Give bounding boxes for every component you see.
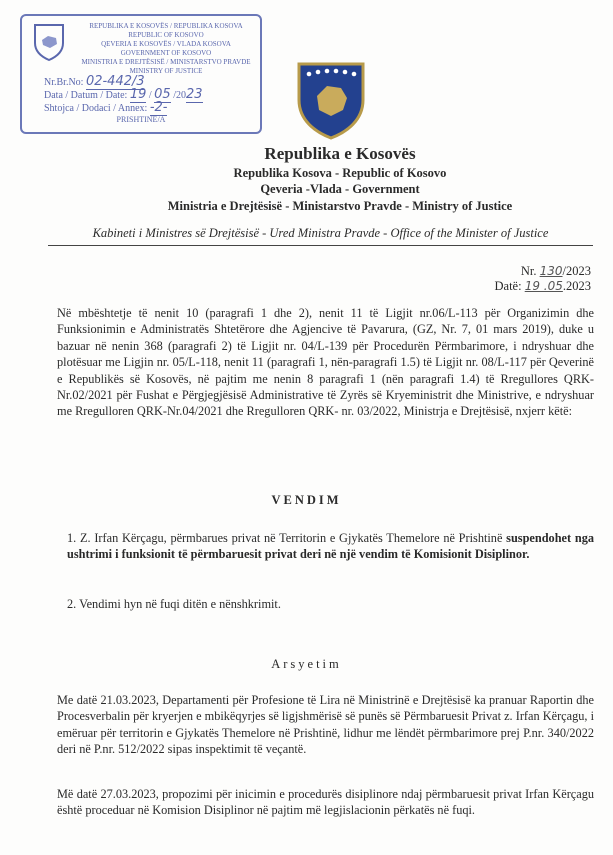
header-ministry: Ministria e Drejtësisë - Ministarstvo Pravde - Ministry of Justice	[167, 199, 513, 213]
stamp-annex-label: Shtojca / Dodaci / Annex:	[44, 103, 148, 114]
decision-item-2: 2. Vendimi hyn në fuqi ditën e nënshkrimit.	[67, 597, 281, 611]
kosovo-emblem-icon	[32, 22, 66, 62]
stamp-line: QEVERIA E KOSOVËS / VLADA KOSOVA	[101, 40, 231, 48]
registry-stamp: REPUBLIKA E KOSOVËS / REPUBLIKA KOSOVA REPUBLIC OF KOSOVO QEVERIA E KOSOVËS / VLADA KOSOVA GOVERNMENT OF KOSOVO MINISTRIA E DREJTËSISË / MINISTARSTVO PRAVDE MINISTRY OF JUSTICE Nr.Br.No: 02-442/3 Data / Datum / Date: 19 / 05 /2023 Shtojca / Dodaci / Annex: -2- PRISHTINË/A	[20, 14, 262, 134]
ref-date-label: Datë:	[494, 279, 522, 293]
kosovo-coat-of-arms-icon	[295, 60, 367, 140]
stamp-nr-label: Nr.Br.No:	[44, 77, 84, 88]
reasoning-heading: Arsyetim	[271, 657, 342, 671]
stamp-date-month: 05	[154, 87, 171, 102]
header-government: Qeveria -Vlada - Government	[260, 182, 420, 196]
stamp-line: MINISTRIA E DREJTËSISË / MINISTARSTVO PRAVDE	[81, 58, 251, 66]
ref-date-year: .2023	[562, 279, 591, 293]
decision-heading: VENDIM	[271, 493, 342, 507]
stamp-date-year: 23	[185, 87, 203, 102]
ref-date-value: 19 .05	[524, 279, 563, 293]
stamp-annex-value: -2-	[149, 100, 168, 115]
stamp-city: PRISHTINË/A	[116, 115, 166, 124]
ref-nr-label: Nr.	[520, 264, 537, 278]
stamp-nr-value: 02-442/3	[85, 74, 145, 89]
reference-number	[521, 264, 591, 279]
reasoning-paragraph-1: Me datë 21.03.2023, Departamenti për Profesione të Lira në Ministrinë e Drejtësisë ka pranuar Raportin dhe Procesverbalin për kryerjen e mbikëqyrjes së ligjshmërisë së punës së Përmbaruesit Privat z. Irfan Kërçagu, i emëruar për territorin e Gjykatës Themelore në Prishtinë, lidhur me lëndët përmbarimore prej P.nr. 340/2022 deri në P.nr. 512/2022 sipas inspektimit të veçantë.	[57, 693, 594, 757]
reference-date	[495, 279, 592, 294]
decision-item-1-text: 1. Z. Irfan Kërçagu, përmbarues privat në Territorin e Gjykatës Themelore në Prishtinë	[67, 531, 507, 545]
preamble-paragraph: Në mbështetje të nenit 10 (paragrafi 1 dhe 2), nenit 11 të Ligjit nr.06/L-113 për Organizimin dhe Funksionimin e Administratës Shtetërore dhe Agjencive të Pavarura, (GZ, Nr. 7, 01 mars 2019), duke u bazuar në nenin 368 (paragrafi 2) të Ligjit nr. 04/L-139 për Procedurën Përmbarimore, i ndryshuar dhe plotësuar me Ligjin nr. 05/L-118, nenit 11 (paragrafi 1, nën-paragrafi 1.5) të Ligjit nr. 08/L-117 për Qeverinë e Republikës së Kosovës, në pajtim me nenin 8 paragrafi 1 (nën paragrafi 1.4) të Rregullores QRK-Nr.02/2021 për Fushat e Përgjegjësisë Administrative të Zyrës së Kryeministrit dhe Ministrive, e ndryshuar me Rregulloren QRK-Nr.04/2021 dhe Rregulloren QRK- nr. 03/2022, Ministrja e Drejtësisë, nxjerr këtë:	[57, 306, 594, 419]
header-title: Republika e Kosovës	[264, 144, 416, 163]
stamp-date-year-prefix: 20	[175, 90, 186, 101]
stamp-date-label: Data / Datum / Date:	[44, 90, 128, 101]
decision-item-1	[57, 530, 594, 563]
stamp-line: REPUBLIKA E KOSOVËS / REPUBLIKA KOSOVA	[89, 22, 243, 30]
reasoning-paragraph-2: Më datë 27.03.2023, propozimi për inicimin e procedurës disiplinore ndaj përmbaruesit privat Irfan Kërçagu është proceduar në Komision Disiplinor në pajtim më legjislacionin përkatës në fuqi.	[57, 787, 594, 818]
stamp-line: REPUBLIC OF KOSOVO	[128, 31, 204, 39]
ref-nr-value: 130	[539, 264, 563, 278]
ref-nr-year: /2023	[562, 264, 591, 278]
stamp-date-day: 19	[129, 87, 147, 102]
stamp-line: GOVERNMENT OF KOSOVO	[120, 49, 212, 57]
stamp-line: MINISTRY OF JUSTICE	[129, 67, 203, 75]
decision-item-1-bold: suspendohet nga ushtrimi i funksionit të përmbaruesit privat deri në një vendim të Komisionit Disiplinor.	[67, 531, 594, 562]
header-cabinet: Kabineti i Ministres së Drejtësisë - Ured Ministra Pravde - Office of the Minister of Justice	[48, 226, 593, 246]
header-subtitle: Republika Kosova - Republic of Kosovo	[233, 166, 447, 180]
